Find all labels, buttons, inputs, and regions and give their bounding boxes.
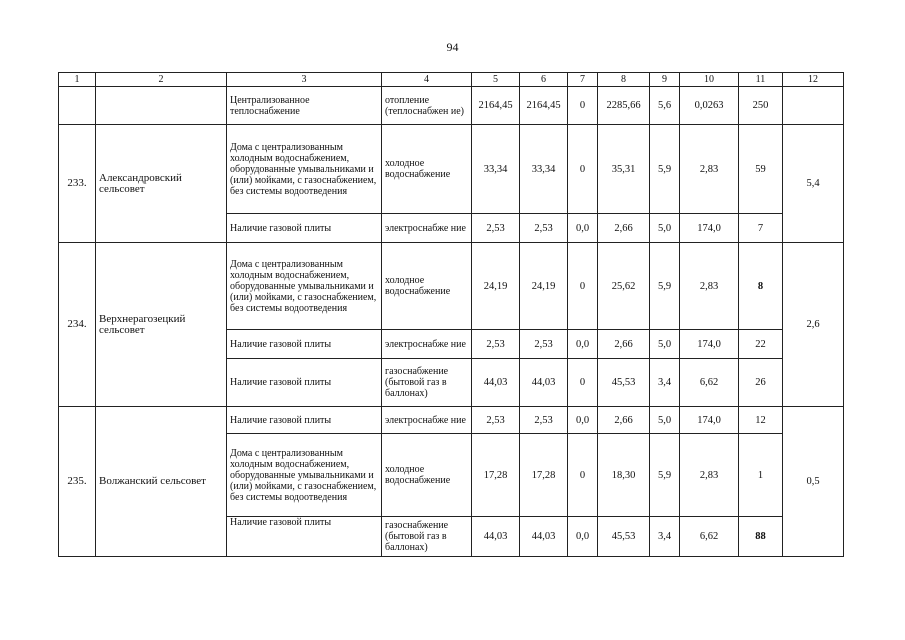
cell-col8: 45,53 [598, 517, 650, 557]
cell-col9: 5,9 [650, 243, 680, 330]
settlement-name: Верхнерагозецкий сельсовет [96, 243, 227, 407]
cell-col12 [783, 87, 844, 125]
cell-col6: 44,03 [520, 359, 568, 407]
cell-col11: 26 [739, 359, 783, 407]
cell-col7: 0,0 [568, 517, 598, 557]
settlement-name [96, 87, 227, 125]
cell-col8: 2,66 [598, 330, 650, 359]
cell-col6: 24,19 [520, 243, 568, 330]
settlement-name: Волжанский сельсовет [96, 407, 227, 557]
cell-col10: 6,62 [680, 517, 739, 557]
cell-col5: 33,34 [472, 125, 520, 214]
cell-col10: 2,83 [680, 434, 739, 517]
column-header: 9 [650, 73, 680, 87]
cell-col5: 2164,45 [472, 87, 520, 125]
cell-col6: 44,03 [520, 517, 568, 557]
cell-col5: 44,03 [472, 359, 520, 407]
cell-col10: 2,83 [680, 125, 739, 214]
column-header: 1 [59, 73, 96, 87]
cell-col10: 0,0263 [680, 87, 739, 125]
cell-col6: 2164,45 [520, 87, 568, 125]
cell-col8: 2,66 [598, 214, 650, 243]
cell-col10: 6,62 [680, 359, 739, 407]
column-header: 2 [96, 73, 227, 87]
column-header: 7 [568, 73, 598, 87]
cell-col5: 2,53 [472, 214, 520, 243]
table-row [59, 243, 844, 330]
column-header: 12 [783, 73, 844, 87]
cell-col6: 2,53 [520, 407, 568, 434]
cell-col9: 5,9 [650, 125, 680, 214]
cell-col6: 2,53 [520, 214, 568, 243]
cell-col9: 3,4 [650, 359, 680, 407]
cell-col9: 5,0 [650, 407, 680, 434]
cell-col10: 174,0 [680, 407, 739, 434]
housing-description: Наличие газовой плиты [227, 214, 382, 243]
header-row [59, 73, 844, 87]
cell-col10: 174,0 [680, 330, 739, 359]
cell-col11: 88 [739, 517, 783, 557]
row-number: 234. [59, 243, 96, 407]
service-type: электроснабже ние [382, 330, 472, 359]
service-type: газоснабжение (бытовой газ в баллонах) [382, 517, 472, 557]
cell-col5: 2,53 [472, 330, 520, 359]
cell-col8: 18,30 [598, 434, 650, 517]
cell-col7: 0 [568, 359, 598, 407]
cell-col8: 2285,66 [598, 87, 650, 125]
cell-col11: 59 [739, 125, 783, 214]
service-type: холодное водоснабжение [382, 243, 472, 330]
settlement-name: Александровский сельсовет [96, 125, 227, 243]
cell-col9: 5,9 [650, 434, 680, 517]
table-row [59, 125, 844, 214]
cell-col5: 2,53 [472, 407, 520, 434]
cell-col12: 5,4 [783, 125, 844, 243]
cell-col6: 33,34 [520, 125, 568, 214]
service-type: холодное водоснабжение [382, 125, 472, 214]
cell-col10: 174,0 [680, 214, 739, 243]
housing-description: Наличие газовой плиты [227, 359, 382, 407]
row-number: 235. [59, 407, 96, 557]
housing-description: Наличие газовой плиты [227, 517, 382, 557]
cell-col7: 0,0 [568, 407, 598, 434]
housing-description: Дома с централизованным холодным водоснабжением, оборудованные умывальниками и (или) мойками, с газоснабжением, без системы водоотведения [227, 434, 382, 517]
cell-col11: 250 [739, 87, 783, 125]
cell-col8: 35,31 [598, 125, 650, 214]
cell-col7: 0 [568, 243, 598, 330]
table-row [59, 407, 844, 434]
row-number: 233. [59, 125, 96, 243]
service-type: электроснабже ние [382, 214, 472, 243]
cell-col9: 5,6 [650, 87, 680, 125]
cell-col6: 17,28 [520, 434, 568, 517]
cell-col7: 0,0 [568, 214, 598, 243]
column-header: 3 [227, 73, 382, 87]
page-number: 94 [446, 40, 459, 54]
housing-description: Централизованное теплоснабжение [227, 87, 382, 125]
column-header: 6 [520, 73, 568, 87]
row-number [59, 87, 96, 125]
housing-description: Наличие газовой плиты [227, 330, 382, 359]
cell-col5: 17,28 [472, 434, 520, 517]
column-header: 4 [382, 73, 472, 87]
cell-col12: 0,5 [783, 407, 844, 557]
cell-col11: 22 [739, 330, 783, 359]
cell-col5: 24,19 [472, 243, 520, 330]
cell-col8: 25,62 [598, 243, 650, 330]
cell-col12: 2,6 [783, 243, 844, 407]
cell-col11: 1 [739, 434, 783, 517]
housing-description: Дома с централизованным холодным водоснабжением, оборудованные умывальниками и (или) мойками, с газоснабжением, без системы водоотведения [227, 125, 382, 214]
service-type: отопление (теплоснабжен ие) [382, 87, 472, 125]
cell-col9: 5,0 [650, 214, 680, 243]
column-header: 8 [598, 73, 650, 87]
cell-col8: 2,66 [598, 407, 650, 434]
cell-col7: 0 [568, 125, 598, 214]
cell-col7: 0,0 [568, 330, 598, 359]
cell-col7: 0 [568, 434, 598, 517]
column-header: 10 [680, 73, 739, 87]
cell-col11: 12 [739, 407, 783, 434]
cell-col11: 8 [739, 243, 783, 330]
cell-col6: 2,53 [520, 330, 568, 359]
table-row [59, 87, 844, 125]
tariff-table [58, 72, 844, 557]
cell-col9: 3,4 [650, 517, 680, 557]
cell-col10: 2,83 [680, 243, 739, 330]
cell-col9: 5,0 [650, 330, 680, 359]
service-type: газоснабжение (бытовой газ в баллонах) [382, 359, 472, 407]
cell-col8: 45,53 [598, 359, 650, 407]
service-type: холодное водоснабжение [382, 434, 472, 517]
cell-col11: 7 [739, 214, 783, 243]
service-type: электроснабже ние [382, 407, 472, 434]
cell-col5: 44,03 [472, 517, 520, 557]
housing-description: Наличие газовой плиты [227, 407, 382, 434]
housing-description: Дома с централизованным холодным водоснабжением, оборудованные умывальниками и (или) мойками, с газоснабжением, без системы водоотведения [227, 243, 382, 330]
column-header: 5 [472, 73, 520, 87]
column-header: 11 [739, 73, 783, 87]
cell-col7: 0 [568, 87, 598, 125]
